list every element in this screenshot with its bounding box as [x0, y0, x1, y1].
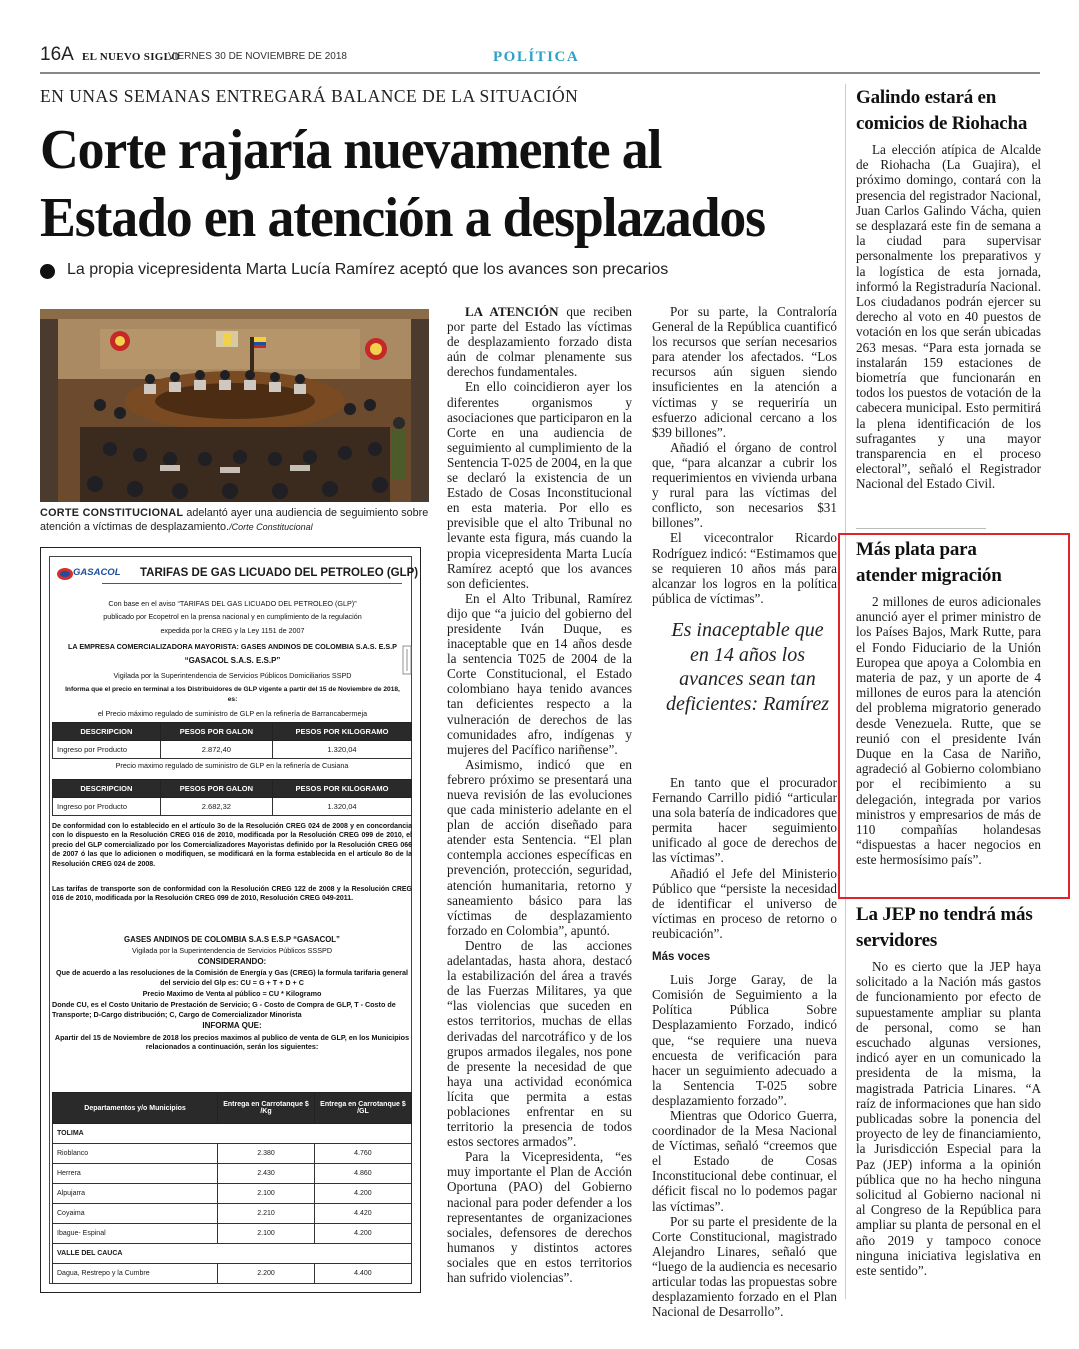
caption-text: adelantó ayer una audiencia de seguimiento sobre atención a víctimas de desplazamiento.	[40, 507, 429, 533]
lead-in: LA ATENCIÓN	[465, 304, 559, 319]
table-row	[53, 1164, 412, 1184]
court-hearing-photo	[40, 309, 429, 502]
ad-intro	[60, 599, 405, 719]
paragraph: Dentro de las acciones adelantadas, hasta ahora, destacó la estabilización del área a través de las Fuerzas Militares, ya que “las violencias que suceden en estos territorios, muchas de ellas derivadas del narcotráfico y de los grupos armados ilegales, nos pone de presente la necesidad de que haya una actividad económica lícita que permita a estas poblaciones enfrentar en su territorio la presencia de todos estos sectores armados”.	[447, 937, 632, 1150]
price-gl-cell: 4.860	[314, 1164, 411, 1184]
paragraph: Por su parte, la Contraloría General de la República cuantificó los recursos que serían necesarios para atender los afectados. “Los recursos aún siguen siendo insuficientes en la atención a víctimas y se requeriría un esfuerzo adicional cercano a los $39 billones”.	[652, 304, 837, 440]
municipio-cell: VALLE DEL CAUCA	[53, 1244, 412, 1264]
deck: La propia vicepresidenta Marta Lucía Ramírez aceptó que los avances son precarios	[67, 261, 669, 278]
paragraph: Asimismo, indicó que en febrero próximo se presentará una nueva revisión de las evoluciones que cada ministerio adelante en el plan de acción diseñado para atender esta Sentencia. “El plan contempla acciones específicas en prevención, protección, seguridad, atención humanitaria, retorno y saneamiento básico para las víctimas de desplazamiento forzado en Colombia”, apuntó.	[447, 756, 632, 938]
price-table-1	[52, 722, 412, 759]
paragraph: Mientras que Odorico Guerra, coordinador de la Mesa Nacional de Víctimas, señaló “creemos que el Estado de Cosas Inconstitucional debe continuar, el déficit fiscal no lo podemos pagar las víctimas”.	[652, 1107, 837, 1214]
article-column-2-top	[652, 304, 837, 606]
header-rule	[40, 72, 1040, 74]
ad-refineria-2: Precio maximo regulado de suministro de GLP en la refinería de Cusiana	[115, 761, 349, 770]
price-table-1-header	[53, 723, 412, 741]
row-label: Ingreso por Producto	[53, 798, 161, 816]
price-kg-cell: 2.380	[218, 1144, 315, 1164]
brief-1-text	[856, 142, 1041, 492]
logo-text: GASACOL	[73, 567, 121, 578]
price-gl-cell: 4.420	[314, 1204, 411, 1224]
paragraph: que reciben por parte del Estado las víctimas de desplazamiento forzado dista aún de colmar plenamente sus derechos fundamentales.	[447, 304, 633, 380]
issue-date: VIERNES 30 DE NOVIEMBRE DE 2018	[168, 51, 347, 62]
ad-formula-2: Precio Maximo de Venta al público = CU * Kilogramo	[142, 989, 322, 999]
value-galon: 2.872,40	[160, 741, 272, 759]
brief-2-title: Más plata para atender migración	[856, 539, 1002, 586]
page-number: 16A	[40, 44, 74, 65]
header-gl: Entrega en Carrotanque $ /GL	[314, 1093, 411, 1124]
gas-tariffs-ad	[40, 547, 421, 1293]
ad-title: TARIFAS DE GAS LICUADO DEL PETROLEO (GLP)	[140, 567, 419, 579]
paragraph: Luis Jorge Garay, de la Comisión de Seguimiento a la Política Pública Sobre Desplazamiento Forzado, indicó que, “se requiere una nueva encuesta de verificación para hacer un seguimiento adecuado a la Sentencia T-025 sobre desplazamiento forzado”.	[652, 972, 837, 1108]
ad-considerando: CONSIDERANDO:	[197, 956, 267, 966]
brief-2-text	[856, 594, 1041, 868]
header-kilogramo: PESOS POR KILOGRAMO	[273, 723, 412, 741]
municipio-cell: Alpujarra	[53, 1184, 218, 1204]
ad-legal-1: De conformidad con lo establecido en el artículo 3o de la Resolución CREG 024 de 2008 y en concordancia con lo dispuesto en la Resolución CREG 016 de 2010, modificada por la Resolución CREG 099 de 2010, el precio del GLP comercializado por los Comercializadores Mayoristas definido por la Resolución CREG 066 de 2007 ó las que lo adicionen o modifiquen, se modificará en la forma establecida en el artículo 8o de la Resolución CREG 024 de 2008.	[52, 823, 412, 868]
table-row	[53, 1184, 412, 1204]
ad-company-short: “GASACOL S.A.S. E.S.P”	[184, 655, 281, 665]
municipal-prices-header	[53, 1093, 412, 1124]
ad-legal-2: Las tarifas de transporte son de conformidad con la Resolución CREG 122 de 2008 y la Resolución CREG 016 de 2010, modificada por la Resolución CREG 099 de 2010, Resolución CREG 049-2011.	[52, 886, 412, 903]
paragraph: Añadió el órgano de control que, “para alcanzar a cubrir los requerimientos en vivienda urbana y rural para las víctimas del conflicto, son necesarios $31 billones”.	[652, 439, 837, 531]
paragraph: El vicecontralor Ricardo Rodríguez indicó: “Estimamos que se requieren 10 años más para alcanzar los logros en la política pública de víctimas”.	[652, 530, 837, 606]
paragraph: En el Alto Tribunal, Ramírez dijo que “a juicio del gobierno del presidente Iván Duque, es inaceptable que en 14 años desde la sentencia T025 de 2004 de la Corte Constitucional, el Estado colombiano haya tenido avances tan deficientes respecto a la vulneración de derechos de las comunidades afro, indígenas y mujeres del Pacífico nariñense”.	[447, 590, 632, 757]
section-name: POLÍTICA	[493, 49, 580, 65]
ad-formula-1: Que de acuerdo a las resoluciones de la Comisión de Energía y Gas (CREG) la formula tarifaria general del servicio del Glp es: CU = G + T + D + C	[56, 968, 408, 987]
paragraph: 2 millones de euros adicionales anunció ayer el primer ministro de los Países Bajos, Mark Rutte, para el Fondo Fiduciario de la Unión Europea que apoya a Colombia en materia de paz, y un aporte de 4 millones de euros para la atención del problema migratorio generado desde Venezuela. Rutte, que se reunió con el presidente Iván Duque en la Casa de Nariño, agradeció al Gobierno colombiano por el recibimiento a su delegación, integrada por varios ministros y empresarios de más de 110 compañías holandesas “dispuestas a hacer negocios en este hermosísimo país”.	[856, 594, 1041, 868]
bullet-icon	[40, 264, 55, 279]
caption-label: CORTE CONSTITUCIONAL	[40, 507, 184, 519]
price-kg-cell: 2.200	[218, 1264, 315, 1284]
brief-3-text	[856, 959, 1041, 1278]
paragraph: Por su parte el presidente de la Corte Constitucional, magistrado Alejandro Linares, señaló que “luego de la audiencia es necesario articular todas las propuestas sobre desplazamiento forzado en el Plan Nacional de Desarrollo”.	[652, 1213, 837, 1320]
table-row	[53, 1264, 412, 1284]
price-table-2-header	[53, 780, 412, 798]
ad-title-rule	[102, 583, 402, 584]
headline-line-1: Corte rajaría nuevamente al	[40, 119, 662, 181]
paragraph: La elección atípica de Alcalde de Riohacha (La Guajira), el próximo domingo, contará con la presencia del registrador Nacional, Juan Carlos Galindo Vácha, quien se desplazará este fin de semana a la ciudad para supervisar personalmente los preparativos y la logística de esta jornada, informó la Registraduría Nacional. Los ciudadanos podrán ejercer su derecho al voto en 40 puestos de votación en los que serán ubicadas 263 mesas. “Para esta jornada se instalarán 159 estaciones de biometría que funcionarán en todos los puestos de votación de la cabecera municipal. Esto permitirá la plena identificación de los sufragantes y una mayor transparencia en el proceso electoral”, señaló el Registrador Nacional del Estado Civil.	[856, 142, 1041, 492]
ad-intro-line-1: Con base en el aviso “TARIFAS DEL GAS LICUADO DEL PETROLEO (GLP)”	[108, 599, 357, 608]
brief-separator	[856, 528, 986, 529]
headline-line-2: Estado en atención a desplazados	[40, 187, 765, 249]
ad-considerando-block	[52, 935, 412, 1051]
price-kg-cell: 2.100	[218, 1224, 315, 1244]
municipio-cell: Rioblanco	[53, 1144, 218, 1164]
newspaper-name: EL NUEVO SIGLO	[82, 51, 181, 63]
table-row	[53, 741, 412, 759]
table-row	[53, 1244, 412, 1264]
municipio-cell: Dagua, Restrepo y la Cumbre	[53, 1264, 218, 1284]
ad-company: LA EMPRESA COMERCIALIZADORA MAYORISTA: GASES ANDINOS DE COLOMBIA S.A.S. E.S.P	[68, 642, 397, 652]
price-kg-cell: 2.210	[218, 1204, 315, 1224]
brief-1-title: Galindo estará en comicios de Riohacha	[856, 87, 1028, 134]
price-gl-cell: 4.760	[314, 1144, 411, 1164]
ad-vigilada: Vigilada por la Superintendencia de Servicios Públicos Domiciliarios SSPD	[113, 671, 352, 681]
header-descripcion: DESCRIPCION	[53, 723, 161, 741]
header-municipios: Departamentos y/o Municipios	[53, 1093, 218, 1124]
table-row	[53, 798, 412, 816]
kicker: EN UNAS SEMANAS ENTREGARÁ BALANCE DE LA SITUACIÓN	[40, 86, 579, 106]
header-galon: PESOS POR GALON	[160, 780, 272, 798]
municipio-cell: TOLIMA	[53, 1124, 412, 1144]
ad-intro-line-2: publicado por Ecopetrol en la prensa nacional y en cumplimiento de la regulación	[103, 612, 362, 622]
article-column-1	[447, 304, 632, 1285]
header-galon: PESOS POR GALON	[160, 723, 272, 741]
ad-vigilada-2: Vigilada por la Superintendencia de Servicios Públicos SSSPD	[131, 946, 333, 956]
value-kilogramo: 1.320,04	[273, 798, 412, 816]
caption-credit: /Corte Constitucional	[229, 522, 313, 532]
ad-informa-que: INFORMA QUE:	[202, 1021, 262, 1031]
price-kg-cell: 2.100	[218, 1184, 315, 1204]
gasacol-logo	[56, 565, 126, 583]
ad-company-2: GASES ANDINOS DE COLOMBIA S.A.S E.S.P “GASACOL”	[124, 935, 340, 944]
photo-caption	[40, 506, 432, 534]
article-column-2-bottom	[652, 775, 837, 1319]
municipio-cell: Herrera	[53, 1164, 218, 1184]
municipio-cell: Coyaima	[53, 1204, 218, 1224]
header-descripcion: DESCRIPCION	[53, 780, 161, 798]
ad-intro-line-3: expedida por la CREG y la Ley 1151 de 2007	[160, 625, 305, 635]
price-kg-cell: 2.430	[218, 1164, 315, 1184]
municipio-cell: Ibague- Espinal	[53, 1224, 218, 1244]
paragraph: Para la Vicepresidenta, “es muy importante el Plan de Acción Oportuna (PAO) del Gobierno nacional para poder defender a los representantes de organizaciones sociales, defensores de derechos humanos y distintos actores sociales que en estos territorios han sufrido violencias”.	[447, 1149, 632, 1285]
pull-quote: Es inaceptable que en 14 años los avances sean tan deficientes: Ramírez	[665, 619, 830, 715]
brief-3-title: La JEP no tendrá más servidores	[856, 904, 1033, 951]
price-gl-cell: 4.400	[314, 1264, 411, 1284]
table-row	[53, 1224, 412, 1244]
ad-formula-3: Donde CU, es el Costo Unitario de Prestación de Servicio; G - Costo de Compra de GLP, T - Costo de Transporte; D-Cargo distribución; C, Cargo de Comercializador Minorista	[52, 1000, 396, 1019]
municipal-prices-table	[52, 1092, 412, 1284]
value-galon: 2.682,32	[160, 798, 272, 816]
paragraph: No es cierto que la JEP haya solicitado a la Nación más gastos de funcionamiento por efecto de supuestamente ampliar su planta de personal, como se han escuchado algunas versiones, indicó ayer en un comunicado la presidenta de la misma, la magistrada Patricia Linares. “A raíz de informaciones que han sido publicadas sobre la ponencia del proyecto de ley de financiamiento, la Jurisdicción Especial para la Paz (JEP) informa a la opinión pública que no ha hecho ninguna solicitud al Gobierno nacional ni al Congreso de la República para ampliar su planta de personal en el año 2019 y tampoco conoce ninguna iniciativa legislativa en este sentido”.	[856, 959, 1041, 1279]
header-kilogramo: PESOS POR KILOGRAMO	[273, 780, 412, 798]
ad-informa: Informa que el precio en terminal a los Distribuidores de GLP vigente a partir del 15 de Noviembre de 2018, es:	[65, 686, 400, 703]
price-table-2	[52, 779, 412, 816]
ad-inner-border	[49, 556, 419, 1284]
table-row	[53, 1144, 412, 1164]
price-gl-cell: 4.200	[314, 1224, 411, 1244]
table-row	[53, 1204, 412, 1224]
ssp-seal-icon	[402, 645, 412, 685]
paragraph: En ello coincidieron ayer los diferentes organismos y asociaciones que participaron en la Corte en una audiencia de seguimiento al cumplimiento de la Sentencia T-025 de 2004, en la que se declaró la existencia de un Estado de Cosas Inconstitucional en esta materia. Por ello es previsible que el alto Tribunal no levante esta figura, más cuando la propia vicepresidenta Marta Lucía Ramírez aceptó que los avances son deficientes.	[447, 379, 632, 591]
price-gl-cell: 4.200	[314, 1184, 411, 1204]
header-kg: Entrega en Carrotanque $ /Kg	[218, 1093, 315, 1124]
value-kilogramo: 1.320,04	[273, 741, 412, 759]
subhead-mas-voces: Más voces	[652, 951, 711, 964]
ad-apartir: Apartir del 15 de Noviembre de 2018 los precios maximos al publico de venta de GLP, en los Municipios relacionados a continuación, serán los siguientes:	[54, 1032, 410, 1052]
table-row	[53, 1124, 412, 1144]
municipal-prices-body	[53, 1124, 412, 1284]
row-label: Ingreso por Producto	[53, 741, 161, 759]
paragraph: Añadió el Jefe del Ministerio Público que “persiste la necesidad de identificar el universo de víctimas en proceso de retorno o reubicación”.	[652, 865, 837, 941]
paragraph: En tanto que el procurador Fernando Carrillo pidió “articular una sola batería de indicadores que permita hacer seguimiento unificado al goce de derechos de las víctimas”.	[652, 775, 837, 866]
ad-refineria-1: el Precio máximo regulado de suministro de GLP en la refinería de Barrancabermeja	[97, 709, 368, 719]
